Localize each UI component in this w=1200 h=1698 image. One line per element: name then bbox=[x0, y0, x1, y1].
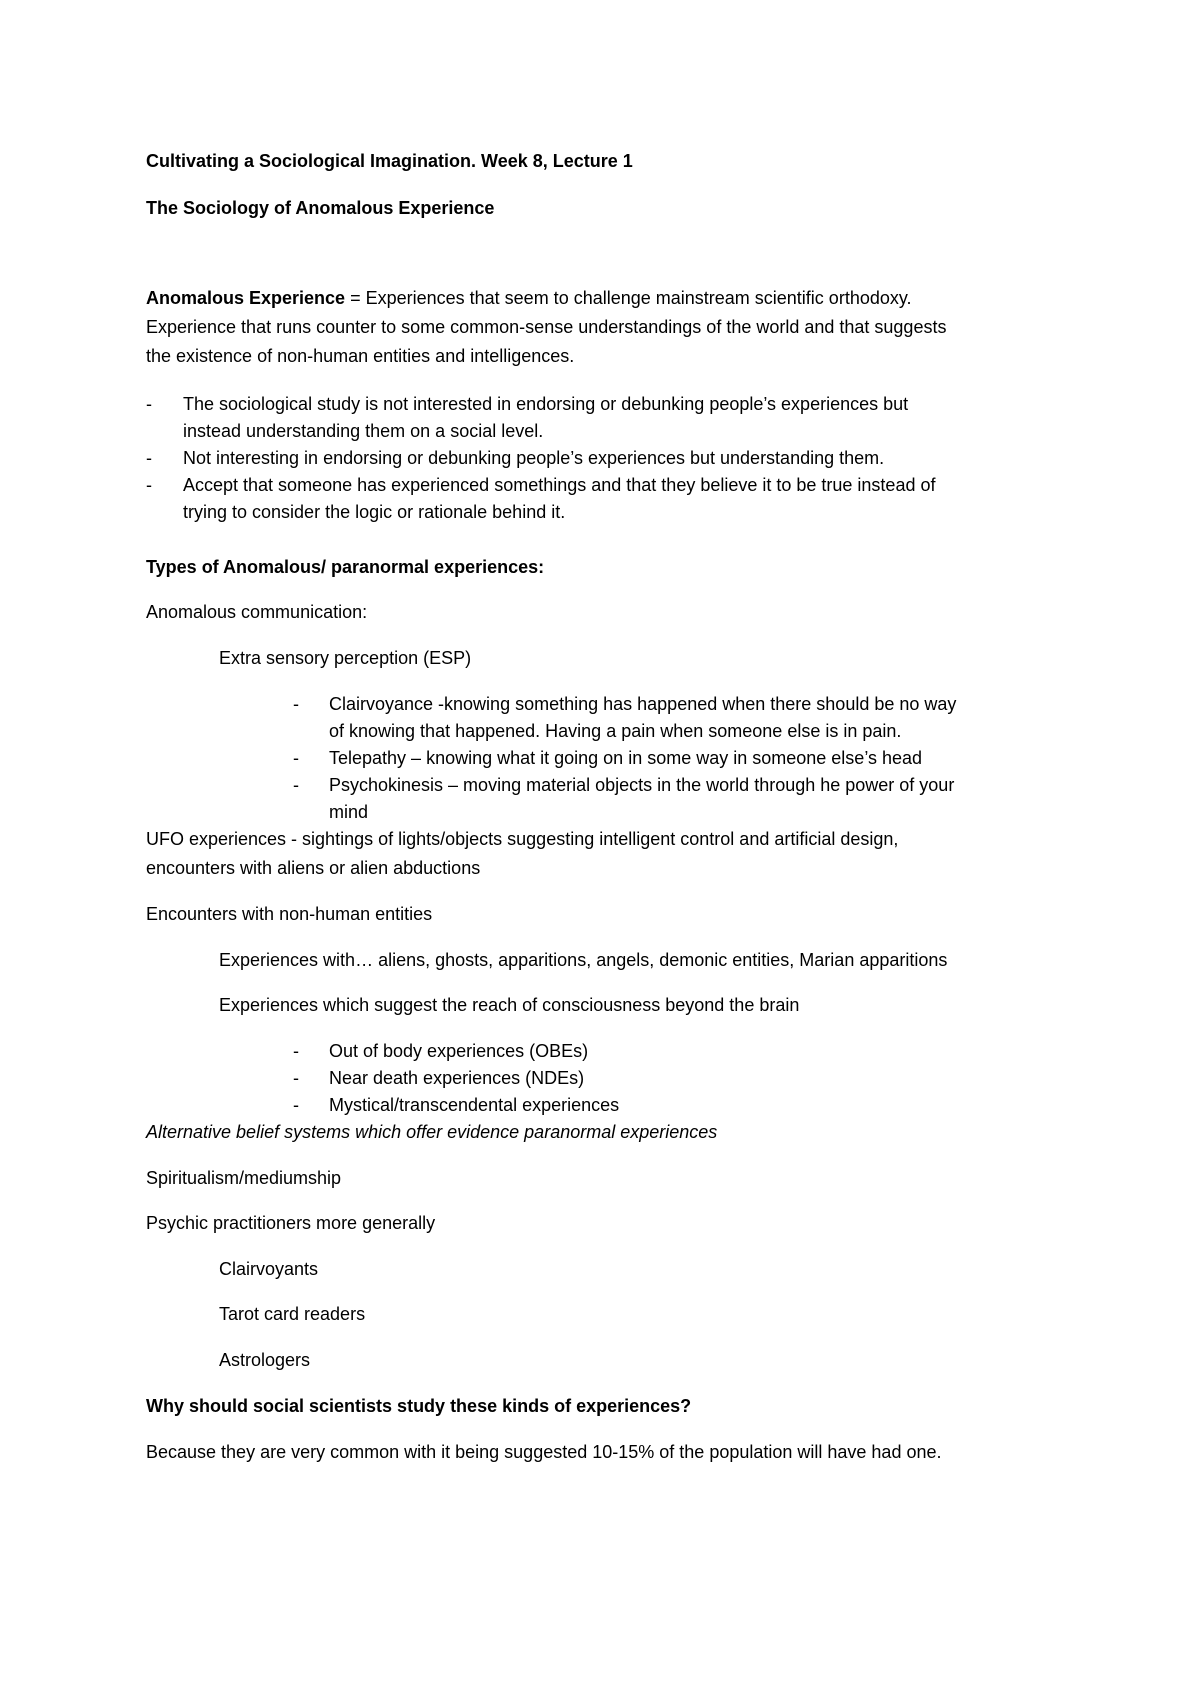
bullet-marker: - bbox=[146, 475, 152, 495]
bullet-marker: - bbox=[293, 1041, 299, 1061]
types-heading: Types of Anomalous/ paranormal experiences: bbox=[146, 557, 545, 577]
esp-bullet-1: Clairvoyance -knowing something has happened when there should be no way bbox=[329, 694, 957, 714]
intro-bullet-3: Accept that someone has experienced somethings and that they believe it to be true instead of bbox=[183, 475, 936, 495]
bullet-marker: - bbox=[293, 694, 299, 714]
intro-bullet-1: The sociological study is not interested in endorsing or debunking people’s experiences but bbox=[183, 394, 909, 414]
esp-bullet-1-cont: of knowing that happened. Having a pain when someone else is in pain. bbox=[329, 721, 902, 741]
bullet-marker: - bbox=[146, 448, 152, 468]
experiences-with: Experiences with… aliens, ghosts, apparitions, angels, demonic entities, Marian apparitions bbox=[219, 950, 948, 970]
consciousness-bullet-2: Near death experiences (NDEs) bbox=[329, 1068, 585, 1088]
esp-bullet-3-cont: mind bbox=[329, 802, 369, 822]
ufo-line-1: UFO experiences - sightings of lights/objects suggesting intelligent control and artificial design, bbox=[146, 829, 899, 849]
consciousness-bullet-3: Mystical/transcendental experiences bbox=[329, 1095, 620, 1115]
why-heading: Why should social scientists study these kinds of experiences? bbox=[146, 1396, 692, 1416]
definition-line-1 bbox=[146, 287, 912, 309]
document-title: Cultivating a Sociological Imagination. Week 8, Lecture 1 bbox=[146, 151, 633, 171]
intro-bullet-1-cont: instead understanding them on a social level. bbox=[183, 421, 544, 441]
definition-line-2: Experience that runs counter to some common-sense understandings of the world and that suggests bbox=[146, 317, 947, 337]
consciousness-bullet-1: Out of body experiences (OBEs) bbox=[329, 1041, 589, 1061]
spiritualism: Spiritualism/mediumship bbox=[146, 1168, 342, 1188]
anomalous-communication: Anomalous communication: bbox=[146, 602, 368, 622]
bullet-marker: - bbox=[293, 1095, 299, 1115]
esp-bullet-2: Telepathy – knowing what it going on in some way in someone else’s head bbox=[329, 748, 923, 768]
definition-term: Anomalous Experience bbox=[146, 288, 346, 308]
why-answer: Because they are very common with it being suggested 10-15% of the population will have had one. bbox=[146, 1442, 942, 1462]
bullet-marker: - bbox=[293, 775, 299, 795]
bullet-marker: - bbox=[293, 1068, 299, 1088]
practitioner-astrologers: Astrologers bbox=[219, 1350, 311, 1370]
definition-text: = Experiences that seem to challenge mainstream scientific orthodoxy. bbox=[345, 288, 912, 308]
esp-heading: Extra sensory perception (ESP) bbox=[219, 648, 472, 668]
psychic-practitioners: Psychic practitioners more generally bbox=[146, 1213, 436, 1233]
intro-bullet-3-cont: trying to consider the logic or rationale behind it. bbox=[183, 502, 566, 522]
ufo-line-2: encounters with aliens or alien abductions bbox=[146, 858, 481, 878]
encounters-heading: Encounters with non-human entities bbox=[146, 904, 433, 924]
consciousness-heading: Experiences which suggest the reach of consciousness beyond the brain bbox=[219, 995, 800, 1015]
esp-bullet-3: Psychokinesis – moving material objects in the world through he power of your bbox=[329, 775, 955, 795]
intro-bullet-2: Not interesting in endorsing or debunking people’s experiences but understanding them. bbox=[183, 448, 885, 468]
practitioner-clairvoyants: Clairvoyants bbox=[219, 1259, 319, 1279]
alternative-belief-systems: Alternative belief systems which offer evidence paranormal experiences bbox=[146, 1122, 718, 1142]
document-subtitle: The Sociology of Anomalous Experience bbox=[146, 198, 495, 218]
bullet-marker: - bbox=[293, 748, 299, 768]
definition-line-3: the existence of non-human entities and intelligences. bbox=[146, 346, 575, 366]
bullet-marker: - bbox=[146, 394, 152, 414]
practitioner-tarot: Tarot card readers bbox=[219, 1304, 366, 1324]
